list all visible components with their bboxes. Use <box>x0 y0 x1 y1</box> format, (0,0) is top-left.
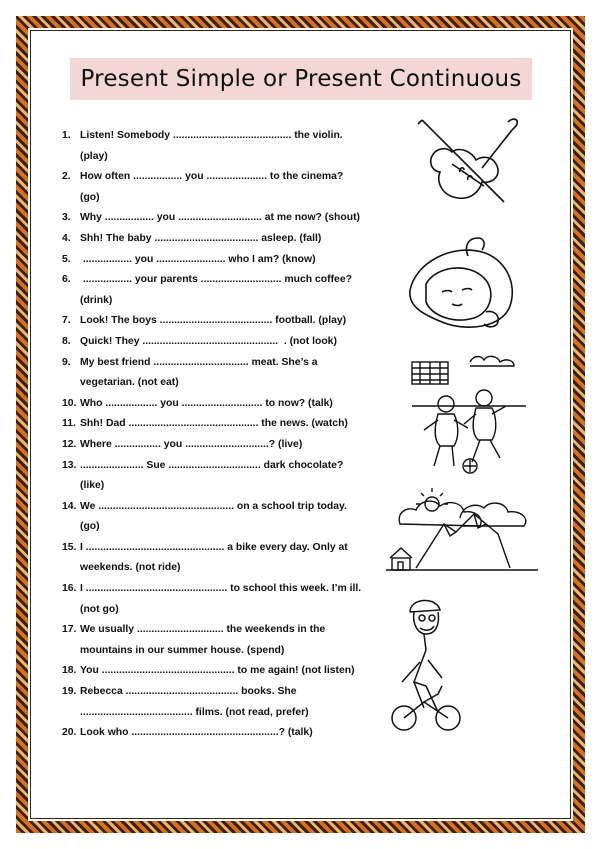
exercise-line <box>62 538 392 559</box>
exercise-text: mountains in our summer house. (spend) <box>80 644 285 656</box>
exercise-text: Why ................. you ............................. at me now? (shout) <box>80 212 360 224</box>
exercise-line <box>62 353 392 374</box>
boys-playing-football-icon <box>410 348 528 476</box>
exercise-text: Shh! Dad ............................................. the news. (watch) <box>80 418 348 430</box>
exercise-line <box>62 373 392 394</box>
exercise-text: We usually .............................. the weekends in the <box>80 624 326 636</box>
exercise-line <box>62 270 392 291</box>
exercise-text: Look who ...................................................? (talk) <box>80 727 313 739</box>
exercise-text: Where ................ you .............................? (live) <box>80 438 303 450</box>
exercise-number: 2. <box>62 171 71 183</box>
exercise-line <box>62 311 392 332</box>
exercise-line <box>62 394 392 415</box>
exercise-line <box>62 517 392 538</box>
exercise-line <box>62 558 392 579</box>
exercise-text: ................. your parents ............................ much coffee? <box>80 274 352 286</box>
mountains-house-icon <box>386 488 538 580</box>
exercise-text: Look! The boys ....................................... football. (play) <box>80 315 347 327</box>
sleeping-baby-icon <box>406 232 522 336</box>
exercise-list <box>62 126 392 744</box>
violin-icon <box>408 110 526 210</box>
exercise-line <box>62 167 392 188</box>
exercise-number: 10. <box>62 397 77 409</box>
exercise-line <box>62 250 392 271</box>
exercise-line <box>62 579 392 600</box>
exercise-number: 15. <box>62 541 77 553</box>
exercise-line <box>62 682 392 703</box>
exercise-number: 4. <box>62 232 71 244</box>
exercise-number: 13. <box>62 459 77 471</box>
exercise-text: I ................................................. to school this week. I’m ill. <box>80 583 362 595</box>
exercise-text: ...................... Sue ................................ dark chocolate? <box>80 459 344 471</box>
exercise-line <box>62 497 392 518</box>
exercise-text: weekends. (not ride) <box>80 562 181 574</box>
exercise-text: How often ................. you ..................... to the cinema? <box>80 171 344 183</box>
exercise-text: vegetarian. (not eat) <box>80 377 179 389</box>
title-banner <box>70 58 532 100</box>
exercise-number: 7. <box>62 315 71 327</box>
exercise-number <box>62 147 80 168</box>
exercise-text: Quick! They ............................................... . (not look) <box>80 335 337 347</box>
exercise-number: 11. <box>62 418 76 430</box>
exercise-line <box>62 620 392 641</box>
exercise-number <box>62 600 80 621</box>
exercise-text: I ................................................ a bike every day. Only at <box>80 541 348 553</box>
exercise-line <box>62 641 392 662</box>
exercise-number: 17. <box>62 624 77 636</box>
exercise-number <box>62 188 80 209</box>
exercise-line <box>62 435 392 456</box>
exercise-number: 12. <box>62 438 77 450</box>
exercise-text: Shh! The baby .................................... asleep. (fall) <box>80 232 322 244</box>
exercise-text: Listen! Somebody ......................................... the violin. <box>80 130 343 141</box>
exercise-number <box>62 373 80 394</box>
exercise-text: ................. you ........................ who I am? (know) <box>80 253 316 265</box>
exercise-line <box>62 414 392 435</box>
exercise-line <box>62 208 392 229</box>
exercise-line <box>62 723 392 744</box>
exercise-number <box>62 291 80 312</box>
exercise-line <box>62 600 392 621</box>
exercise-number: 6. <box>62 274 71 286</box>
exercise-text: (not go) <box>80 603 119 615</box>
exercise-number: 19. <box>62 686 77 698</box>
exercise-text: Who .................. you ............................ to now? (talk) <box>80 397 333 409</box>
exercise-number <box>62 558 80 579</box>
exercise-text: (go) <box>80 191 100 203</box>
exercise-number: 5. <box>62 253 71 265</box>
exercise-number <box>62 703 80 724</box>
cyclist-icon <box>380 590 476 740</box>
exercise-number <box>62 476 80 497</box>
exercise-text: You .............................................. to me again! (not listen) <box>80 665 355 677</box>
exercise-line <box>62 661 392 682</box>
exercise-text: (drink) <box>80 294 113 306</box>
exercise-number <box>62 517 80 538</box>
page-title: Present Simple or Present Continuous <box>80 66 522 92</box>
exercise-text: Rebecca ....................................... books. She <box>80 686 297 698</box>
exercise-number: 3. <box>62 212 71 224</box>
exercise-number: 18. <box>62 665 77 677</box>
exercise-number: 20. <box>62 727 77 739</box>
exercise-line <box>62 147 392 168</box>
exercise-number: 1. <box>62 130 71 141</box>
exercise-text: (play) <box>80 150 108 162</box>
exercise-number <box>62 641 80 662</box>
exercise-line <box>62 332 392 353</box>
exercise-text: (go) <box>80 521 100 533</box>
exercise-text: (like) <box>80 480 105 492</box>
exercise-number: 9. <box>62 356 71 368</box>
exercise-text: My best friend ................................. meat. She’s a <box>80 356 318 368</box>
exercise-text: ....................................... films. (not read, prefer) <box>80 706 309 718</box>
exercise-line <box>62 229 392 250</box>
exercise-line <box>62 476 392 497</box>
exercise-line <box>62 126 392 147</box>
exercise-number: 16. <box>62 583 77 595</box>
exercise-number: 14. <box>62 500 77 512</box>
exercise-line <box>62 291 392 312</box>
exercise-line <box>62 456 392 477</box>
exercise-line <box>62 188 392 209</box>
exercise-line <box>62 703 392 724</box>
exercise-number: 8. <box>62 335 71 347</box>
exercise-text: We ............................................... on a school trip today. <box>80 500 347 512</box>
